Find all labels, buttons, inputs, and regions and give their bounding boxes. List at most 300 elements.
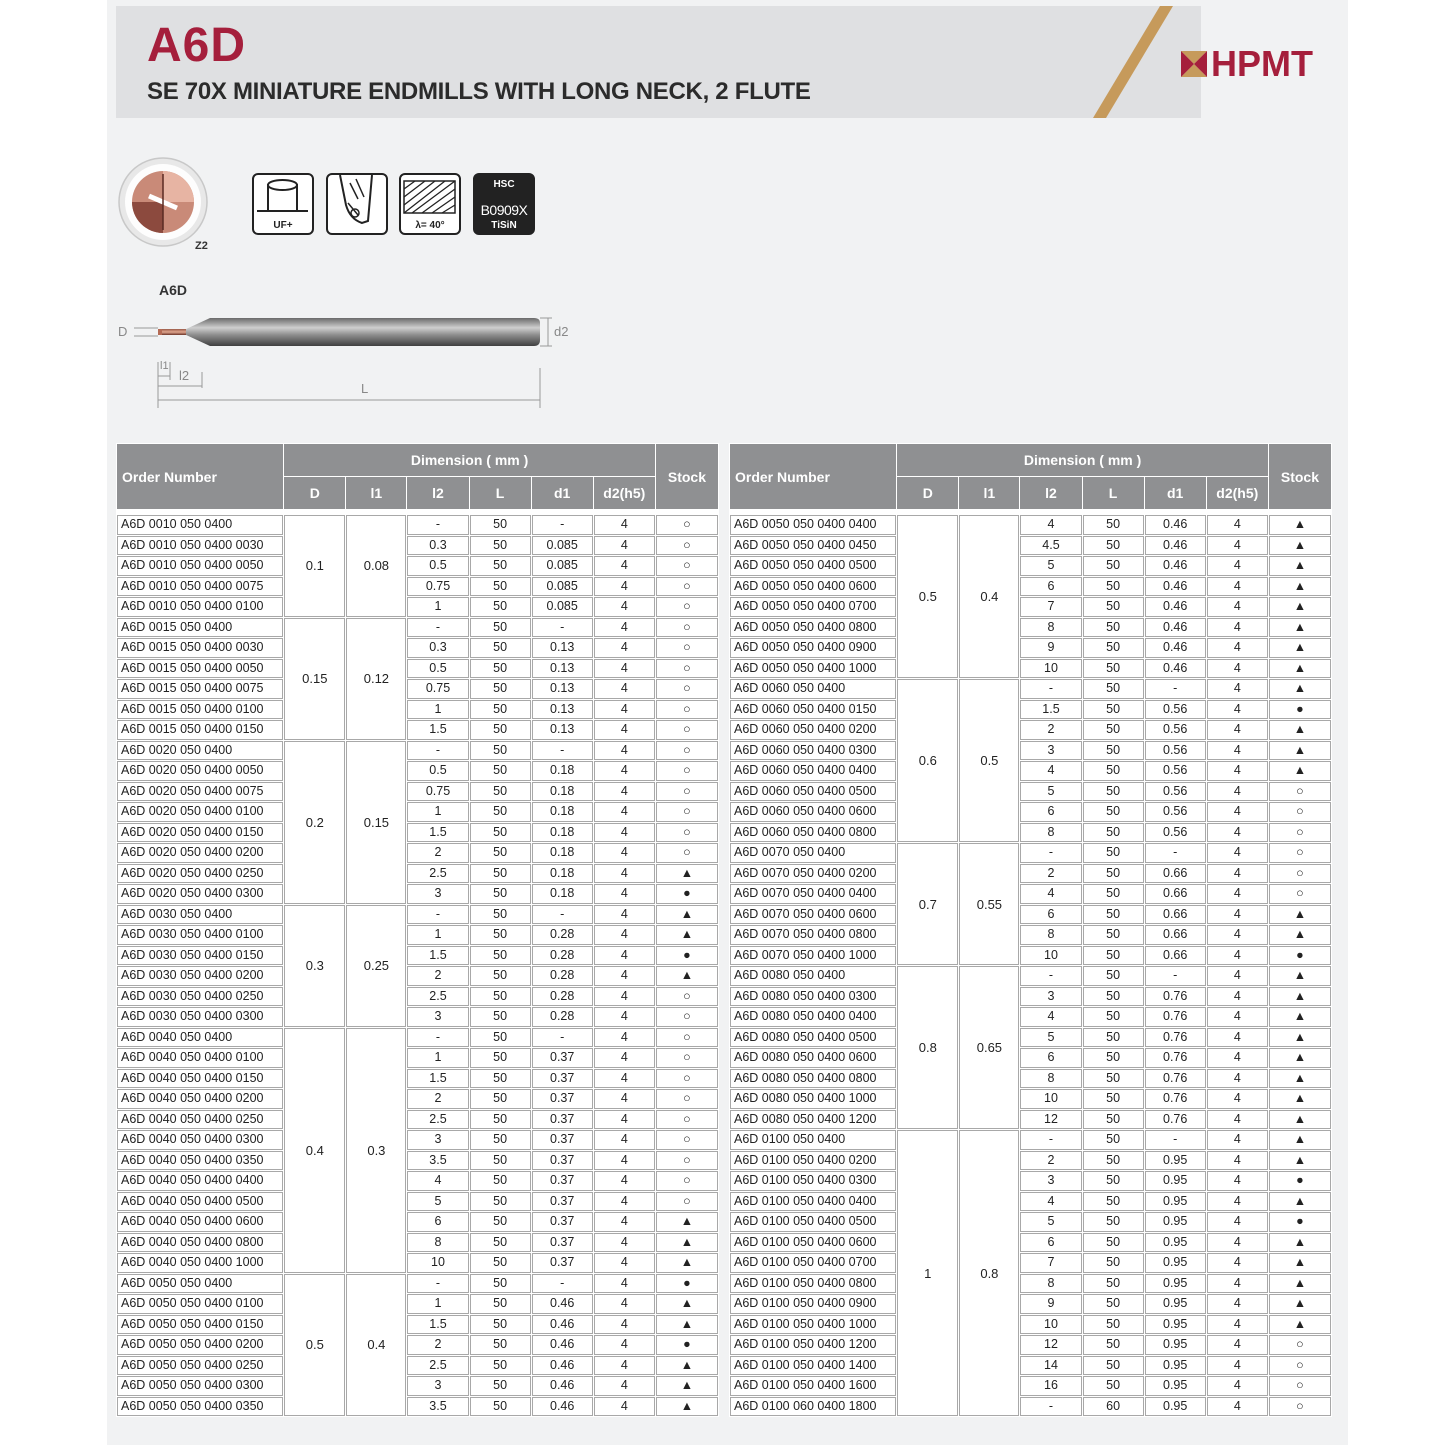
d1-cell: 0.46	[1145, 618, 1206, 638]
table-row	[730, 1212, 1331, 1232]
l2-cell: 3	[1020, 987, 1081, 1007]
d1-cell: 0.37	[532, 1089, 593, 1109]
d2-cell: 4	[1207, 1294, 1268, 1314]
order-number-cell: A6D 0050 050 0400 0500	[730, 556, 896, 576]
table-row	[117, 515, 718, 535]
stock-cell: ○	[656, 1110, 718, 1130]
length-cell: 50	[1083, 823, 1144, 843]
d1-cell: 0.37	[532, 1130, 593, 1150]
order-table-left	[116, 443, 719, 1417]
length-cell: 50	[1083, 966, 1144, 986]
d1-cell: 0.13	[532, 700, 593, 720]
length-cell: 50	[470, 1048, 531, 1068]
length-cell: 50	[1083, 1130, 1144, 1150]
stock-cell: ▲	[1269, 597, 1331, 617]
l2-cell: 1	[407, 1048, 468, 1068]
table-row	[117, 782, 718, 802]
diameter-cell: 0.5	[284, 1274, 345, 1417]
d2-cell: 4	[594, 556, 655, 576]
d2-cell: 4	[1207, 1274, 1268, 1294]
stock-cell: ○	[656, 1171, 718, 1191]
d2-cell: 4	[1207, 1397, 1268, 1417]
l2-cell: 5	[1020, 556, 1081, 576]
stock-cell: ○	[656, 843, 718, 863]
stock-cell: ○	[656, 1069, 718, 1089]
order-number-cell: A6D 0020 050 0400 0075	[117, 782, 283, 802]
length-cell: 50	[470, 700, 531, 720]
d2-cell: 4	[1207, 597, 1268, 617]
order-number-cell: A6D 0020 050 0400	[117, 741, 283, 761]
d2-cell: 4	[1207, 823, 1268, 843]
d2-cell: 4	[1207, 761, 1268, 781]
table-row	[117, 946, 718, 966]
order-number-cell: A6D 0050 050 0400 0300	[117, 1376, 283, 1396]
length-cell: 50	[1083, 679, 1144, 699]
stock-cell: ○	[656, 556, 718, 576]
table-row	[117, 577, 718, 597]
order-number-cell: A6D 0080 050 0400 0600	[730, 1048, 896, 1068]
d1-cell: 0.46	[532, 1397, 593, 1417]
l2-cell: 0.75	[407, 782, 468, 802]
order-number-cell: A6D 0080 050 0400 0500	[730, 1028, 896, 1048]
d1-cell: 0.37	[532, 1212, 593, 1232]
d1-cell: 0.76	[1145, 1048, 1206, 1068]
d2-cell: 4	[594, 597, 655, 617]
l2-cell: 0.3	[407, 536, 468, 556]
length-cell: 50	[1083, 1089, 1144, 1109]
length-cell: 50	[470, 1069, 531, 1089]
length-cell: 50	[1083, 843, 1144, 863]
d1-cell: 0.76	[1145, 1110, 1206, 1130]
stock-cell: ▲	[1269, 659, 1331, 679]
stock-cell: ▲	[1269, 1151, 1331, 1171]
d1-cell: 0.37	[532, 1110, 593, 1130]
d2-cell: 4	[594, 782, 655, 802]
stock-cell: ▲	[1269, 720, 1331, 740]
length-cell: 50	[470, 1335, 531, 1355]
stock-cell: ○	[1269, 1376, 1331, 1396]
l2-cell: 2.5	[407, 1356, 468, 1376]
table-row	[117, 1130, 718, 1150]
d1-cell: 0.95	[1145, 1233, 1206, 1253]
stock-cell: ○	[656, 1151, 718, 1171]
table-row	[730, 1171, 1331, 1191]
stock-cell: ○	[656, 536, 718, 556]
d1-cell: 0.46	[1145, 597, 1206, 617]
d2-cell: 4	[594, 700, 655, 720]
d1-cell: 0.28	[532, 966, 593, 986]
table-row	[730, 1069, 1331, 1089]
table-row	[117, 1315, 718, 1335]
col-header-l1: l1	[959, 477, 1019, 509]
d2-cell: 4	[594, 1253, 655, 1273]
stock-cell: ▲	[656, 1253, 718, 1273]
l2-cell: 3	[407, 1130, 468, 1150]
d2-cell: 4	[1207, 536, 1268, 556]
d1-cell: 0.66	[1145, 864, 1206, 884]
length-cell: 50	[1083, 577, 1144, 597]
l2-cell: 1	[407, 1294, 468, 1314]
dimension-header: Dimension ( mm )	[897, 444, 1268, 476]
d2-cell: 4	[594, 515, 655, 535]
d1-cell: 0.56	[1145, 700, 1206, 720]
order-number-cell: A6D 0020 050 0400 0250	[117, 864, 283, 884]
d1-cell: 0.76	[1145, 987, 1206, 1007]
d2-cell: 4	[594, 638, 655, 658]
d1-cell: 0.66	[1145, 905, 1206, 925]
l2-cell: 4	[1020, 884, 1081, 904]
d1-cell: -	[1145, 679, 1206, 699]
stock-cell: ○	[656, 659, 718, 679]
d1-cell: 0.56	[1145, 741, 1206, 761]
order-number-cell: A6D 0050 050 0400 0100	[117, 1294, 283, 1314]
table-row	[730, 1192, 1331, 1212]
order-number-cell: A6D 0030 050 0400	[117, 905, 283, 925]
length-cell: 50	[1083, 946, 1144, 966]
d2-cell: 4	[594, 1192, 655, 1212]
stock-cell: ▲	[1269, 905, 1331, 925]
stock-cell: ●	[1269, 946, 1331, 966]
table-row	[730, 515, 1331, 535]
table-row	[117, 966, 718, 986]
table-row	[730, 659, 1331, 679]
d2-cell: 4	[594, 1069, 655, 1089]
order-number-cell: A6D 0030 050 0400 0150	[117, 946, 283, 966]
order-number-cell: A6D 0030 050 0400 0200	[117, 966, 283, 986]
order-number-cell: A6D 0050 050 0400	[117, 1274, 283, 1294]
table-row	[730, 1028, 1331, 1048]
table-row	[730, 638, 1331, 658]
table-row	[117, 638, 718, 658]
d1-cell: 0.085	[532, 597, 593, 617]
order-number-cell: A6D 0100 050 0400 0500	[730, 1212, 896, 1232]
l2-cell: 9	[1020, 638, 1081, 658]
length-cell: 50	[470, 864, 531, 884]
l2-cell: 16	[1020, 1376, 1081, 1396]
length-cell: 50	[1083, 1069, 1144, 1089]
d1-cell: 0.37	[532, 1171, 593, 1191]
col-header-l2: l2	[1020, 477, 1081, 509]
d2-cell: 4	[1207, 1028, 1268, 1048]
d1-cell: 0.085	[532, 577, 593, 597]
order-number-cell: A6D 0070 050 0400 0600	[730, 905, 896, 925]
d2-cell: 4	[1207, 1007, 1268, 1027]
d1-cell: 0.56	[1145, 761, 1206, 781]
d1-cell: 0.76	[1145, 1028, 1206, 1048]
col-header-d2: d2(h5)	[594, 477, 655, 509]
table-row	[117, 905, 718, 925]
d1-cell: 0.46	[1145, 577, 1206, 597]
length-cell: 50	[1083, 802, 1144, 822]
length-cell: 50	[1083, 1007, 1144, 1027]
l2-cell: 6	[407, 1212, 468, 1232]
l2-cell: 5	[1020, 1212, 1081, 1232]
l2-cell: 10	[1020, 659, 1081, 679]
order-number-header: Order Number	[117, 444, 283, 509]
order-number-cell: A6D 0040 050 0400 0600	[117, 1212, 283, 1232]
d1-cell: 0.95	[1145, 1151, 1206, 1171]
table-row	[117, 1151, 718, 1171]
length-cell: 60	[1083, 1397, 1144, 1417]
d1-cell: 0.13	[532, 638, 593, 658]
l2-cell: -	[407, 618, 468, 638]
table-row	[117, 843, 718, 863]
stock-cell: ▲	[1269, 1274, 1331, 1294]
table-row	[117, 1212, 718, 1232]
d1-cell: 0.95	[1145, 1397, 1206, 1417]
d2-cell: 4	[1207, 802, 1268, 822]
l2-cell: 8	[1020, 618, 1081, 638]
stock-cell: ▲	[1269, 1048, 1331, 1068]
stock-cell: ○	[656, 1089, 718, 1109]
order-number-cell: A6D 0040 050 0400 1000	[117, 1253, 283, 1273]
d2-cell: 4	[594, 905, 655, 925]
d1-cell: 0.46	[532, 1335, 593, 1355]
brand-mark-icon	[1181, 51, 1207, 77]
length-cell: 50	[1083, 1192, 1144, 1212]
order-number-cell: A6D 0100 050 0400 0900	[730, 1294, 896, 1314]
stock-cell: ○	[656, 802, 718, 822]
d1-cell: 0.13	[532, 720, 593, 740]
dim-label-d2: d2	[554, 324, 569, 339]
table-row	[730, 577, 1331, 597]
l2-cell: 2.5	[407, 1110, 468, 1130]
length-cell: 50	[1083, 556, 1144, 576]
table-row	[117, 1253, 718, 1273]
table-row	[730, 536, 1331, 556]
table-row	[117, 1007, 718, 1027]
stock-cell: ▲	[656, 925, 718, 945]
d2-cell: 4	[594, 1335, 655, 1355]
table-row	[730, 1376, 1331, 1396]
d1-cell: 0.28	[532, 987, 593, 1007]
stock-cell: ▲	[1269, 556, 1331, 576]
d2-cell: 4	[1207, 515, 1268, 535]
length-cell: 50	[470, 1007, 531, 1027]
stock-cell: ▲	[1269, 515, 1331, 535]
table-row	[730, 1315, 1331, 1335]
d2-cell: 4	[1207, 946, 1268, 966]
stock-cell: ●	[656, 1335, 718, 1355]
l2-cell: -	[1020, 843, 1081, 863]
d2-cell: 4	[1207, 1335, 1268, 1355]
d1-cell: 0.46	[1145, 556, 1206, 576]
d2-cell: 4	[1207, 1315, 1268, 1335]
table-row	[730, 679, 1331, 699]
length-cell: 50	[470, 597, 531, 617]
length-cell: 50	[1083, 515, 1144, 535]
col-header-d2: d2(h5)	[1207, 477, 1268, 509]
l2-cell: -	[407, 515, 468, 535]
table-row	[730, 966, 1331, 986]
d1-cell: 0.18	[532, 782, 593, 802]
l2-cell: 1.5	[407, 720, 468, 740]
length-cell: 50	[1083, 1335, 1144, 1355]
order-number-cell: A6D 0015 050 0400 0100	[117, 700, 283, 720]
d2-cell: 4	[1207, 925, 1268, 945]
l2-cell: 10	[407, 1253, 468, 1273]
diameter-cell: 0.2	[284, 741, 345, 904]
d2-cell: 4	[1207, 1212, 1268, 1232]
l2-cell: 5	[1020, 1028, 1081, 1048]
order-number-cell: A6D 0100 050 0400 0200	[730, 1151, 896, 1171]
stock-cell: ▲	[1269, 536, 1331, 556]
brand-logo	[1181, 44, 1313, 84]
d1-cell: -	[532, 618, 593, 638]
order-number-cell: A6D 0020 050 0400 0050	[117, 761, 283, 781]
d1-cell: 0.46	[532, 1294, 593, 1314]
stock-cell: ○	[656, 987, 718, 1007]
length-cell: 50	[470, 1356, 531, 1376]
order-table-body-left	[117, 515, 718, 1416]
d2-cell: 4	[1207, 659, 1268, 679]
hsc-coating-icon	[473, 173, 535, 235]
table-row	[117, 659, 718, 679]
order-number-cell: A6D 0010 050 0400 0030	[117, 536, 283, 556]
l1-cell: 0.08	[346, 515, 406, 617]
col-header-d: D	[284, 477, 345, 509]
l2-cell: -	[407, 1274, 468, 1294]
table-row	[117, 556, 718, 576]
d1-cell: 0.66	[1145, 925, 1206, 945]
l2-cell: 3.5	[407, 1151, 468, 1171]
l2-cell: 3	[1020, 741, 1081, 761]
order-number-cell: A6D 0080 050 0400 0400	[730, 1007, 896, 1027]
d1-cell: 0.95	[1145, 1192, 1206, 1212]
table-row	[730, 1397, 1331, 1417]
d2-cell: 4	[1207, 1069, 1268, 1089]
order-number-cell: A6D 0050 050 0400 0150	[117, 1315, 283, 1335]
d1-cell: 0.13	[532, 659, 593, 679]
order-number-cell: A6D 0010 050 0400	[117, 515, 283, 535]
l2-cell: 12	[1020, 1110, 1081, 1130]
l2-cell: 2	[407, 843, 468, 863]
d1-cell: -	[1145, 1130, 1206, 1150]
l2-cell: 1	[407, 802, 468, 822]
length-cell: 50	[1083, 638, 1144, 658]
table-row	[730, 1356, 1331, 1376]
stock-cell: ○	[656, 1192, 718, 1212]
d2-cell: 4	[1207, 556, 1268, 576]
d1-cell: 0.95	[1145, 1315, 1206, 1335]
l2-cell: 2	[1020, 1151, 1081, 1171]
table-row	[730, 556, 1331, 576]
length-cell: 50	[1083, 659, 1144, 679]
stock-cell: ○	[656, 1048, 718, 1068]
flute-count-label: Z2	[195, 240, 208, 252]
stock-cell: ▲	[656, 1356, 718, 1376]
length-cell: 50	[470, 638, 531, 658]
d1-cell: 0.46	[532, 1356, 593, 1376]
order-table-body-right	[730, 515, 1331, 1416]
d2-cell: 4	[1207, 843, 1268, 863]
d2-cell: 4	[1207, 700, 1268, 720]
l2-cell: -	[1020, 966, 1081, 986]
catalog-page	[107, 0, 1348, 1445]
tool-cross-section-icon	[116, 152, 211, 247]
d2-cell: 4	[594, 618, 655, 638]
l2-cell: 2.5	[407, 987, 468, 1007]
length-cell: 50	[1083, 1233, 1144, 1253]
stock-cell: ○	[1269, 802, 1331, 822]
stock-cell: ○	[656, 597, 718, 617]
stock-cell: ○	[656, 823, 718, 843]
order-number-cell: A6D 0080 050 0400 1200	[730, 1110, 896, 1130]
order-number-cell: A6D 0070 050 0400 0200	[730, 864, 896, 884]
d2-cell: 4	[1207, 1233, 1268, 1253]
length-cell: 50	[470, 802, 531, 822]
length-cell: 50	[1083, 536, 1144, 556]
l2-cell: 1	[407, 700, 468, 720]
length-cell: 50	[1083, 1376, 1144, 1396]
stock-cell: ○	[1269, 884, 1331, 904]
order-number-cell: A6D 0030 050 0400 0250	[117, 987, 283, 1007]
table-row	[117, 741, 718, 761]
l2-cell: 5	[407, 1192, 468, 1212]
length-cell: 50	[470, 1253, 531, 1273]
d2-cell: 4	[594, 843, 655, 863]
length-cell: 50	[470, 720, 531, 740]
table-row	[117, 1335, 718, 1355]
d2-cell: 4	[594, 1315, 655, 1335]
d1-cell: 0.46	[532, 1315, 593, 1335]
table-row	[117, 802, 718, 822]
order-number-cell: A6D 0050 050 0400 0800	[730, 618, 896, 638]
uf-grade-label: UF+	[273, 220, 293, 231]
stock-cell: ▲	[1269, 1253, 1331, 1273]
l2-cell: -	[407, 741, 468, 761]
uf-grade-icon	[252, 173, 314, 235]
stock-cell: ○	[656, 782, 718, 802]
l2-cell: 0.5	[407, 556, 468, 576]
table-row	[730, 720, 1331, 740]
stock-cell: ▲	[656, 1397, 718, 1417]
d1-cell: 0.95	[1145, 1356, 1206, 1376]
d2-cell: 4	[1207, 741, 1268, 761]
table-row	[117, 536, 718, 556]
table-row	[117, 864, 718, 884]
d2-cell: 4	[594, 1212, 655, 1232]
length-cell: 50	[470, 905, 531, 925]
table-row	[117, 1376, 718, 1396]
l2-cell: 8	[1020, 823, 1081, 843]
order-number-cell: A6D 0050 050 0400 0350	[117, 1397, 283, 1417]
diameter-cell: 0.3	[284, 905, 345, 1027]
length-cell: 50	[1083, 720, 1144, 740]
d1-cell: 0.46	[1145, 659, 1206, 679]
d2-cell: 4	[1207, 1376, 1268, 1396]
diameter-cell: 0.4	[284, 1028, 345, 1273]
d1-cell: 0.95	[1145, 1171, 1206, 1191]
d1-cell: 0.46	[1145, 638, 1206, 658]
stock-cell: ○	[1269, 864, 1331, 884]
order-number-cell: A6D 0050 050 0400 0600	[730, 577, 896, 597]
d1-cell: 0.76	[1145, 1089, 1206, 1109]
col-header-d: D	[897, 477, 958, 509]
length-cell: 50	[470, 946, 531, 966]
d1-cell: 0.95	[1145, 1294, 1206, 1314]
l2-cell: 6	[1020, 802, 1081, 822]
table-row	[117, 720, 718, 740]
d2-cell: 4	[594, 925, 655, 945]
stock-cell: ▲	[656, 1212, 718, 1232]
l2-cell: 1.5	[407, 946, 468, 966]
d2-cell: 4	[594, 1130, 655, 1150]
hardness-label: B0909X	[480, 202, 528, 218]
order-number-cell: A6D 0015 050 0400 0030	[117, 638, 283, 658]
table-row	[117, 1069, 718, 1089]
stock-cell: ▲	[656, 1376, 718, 1396]
